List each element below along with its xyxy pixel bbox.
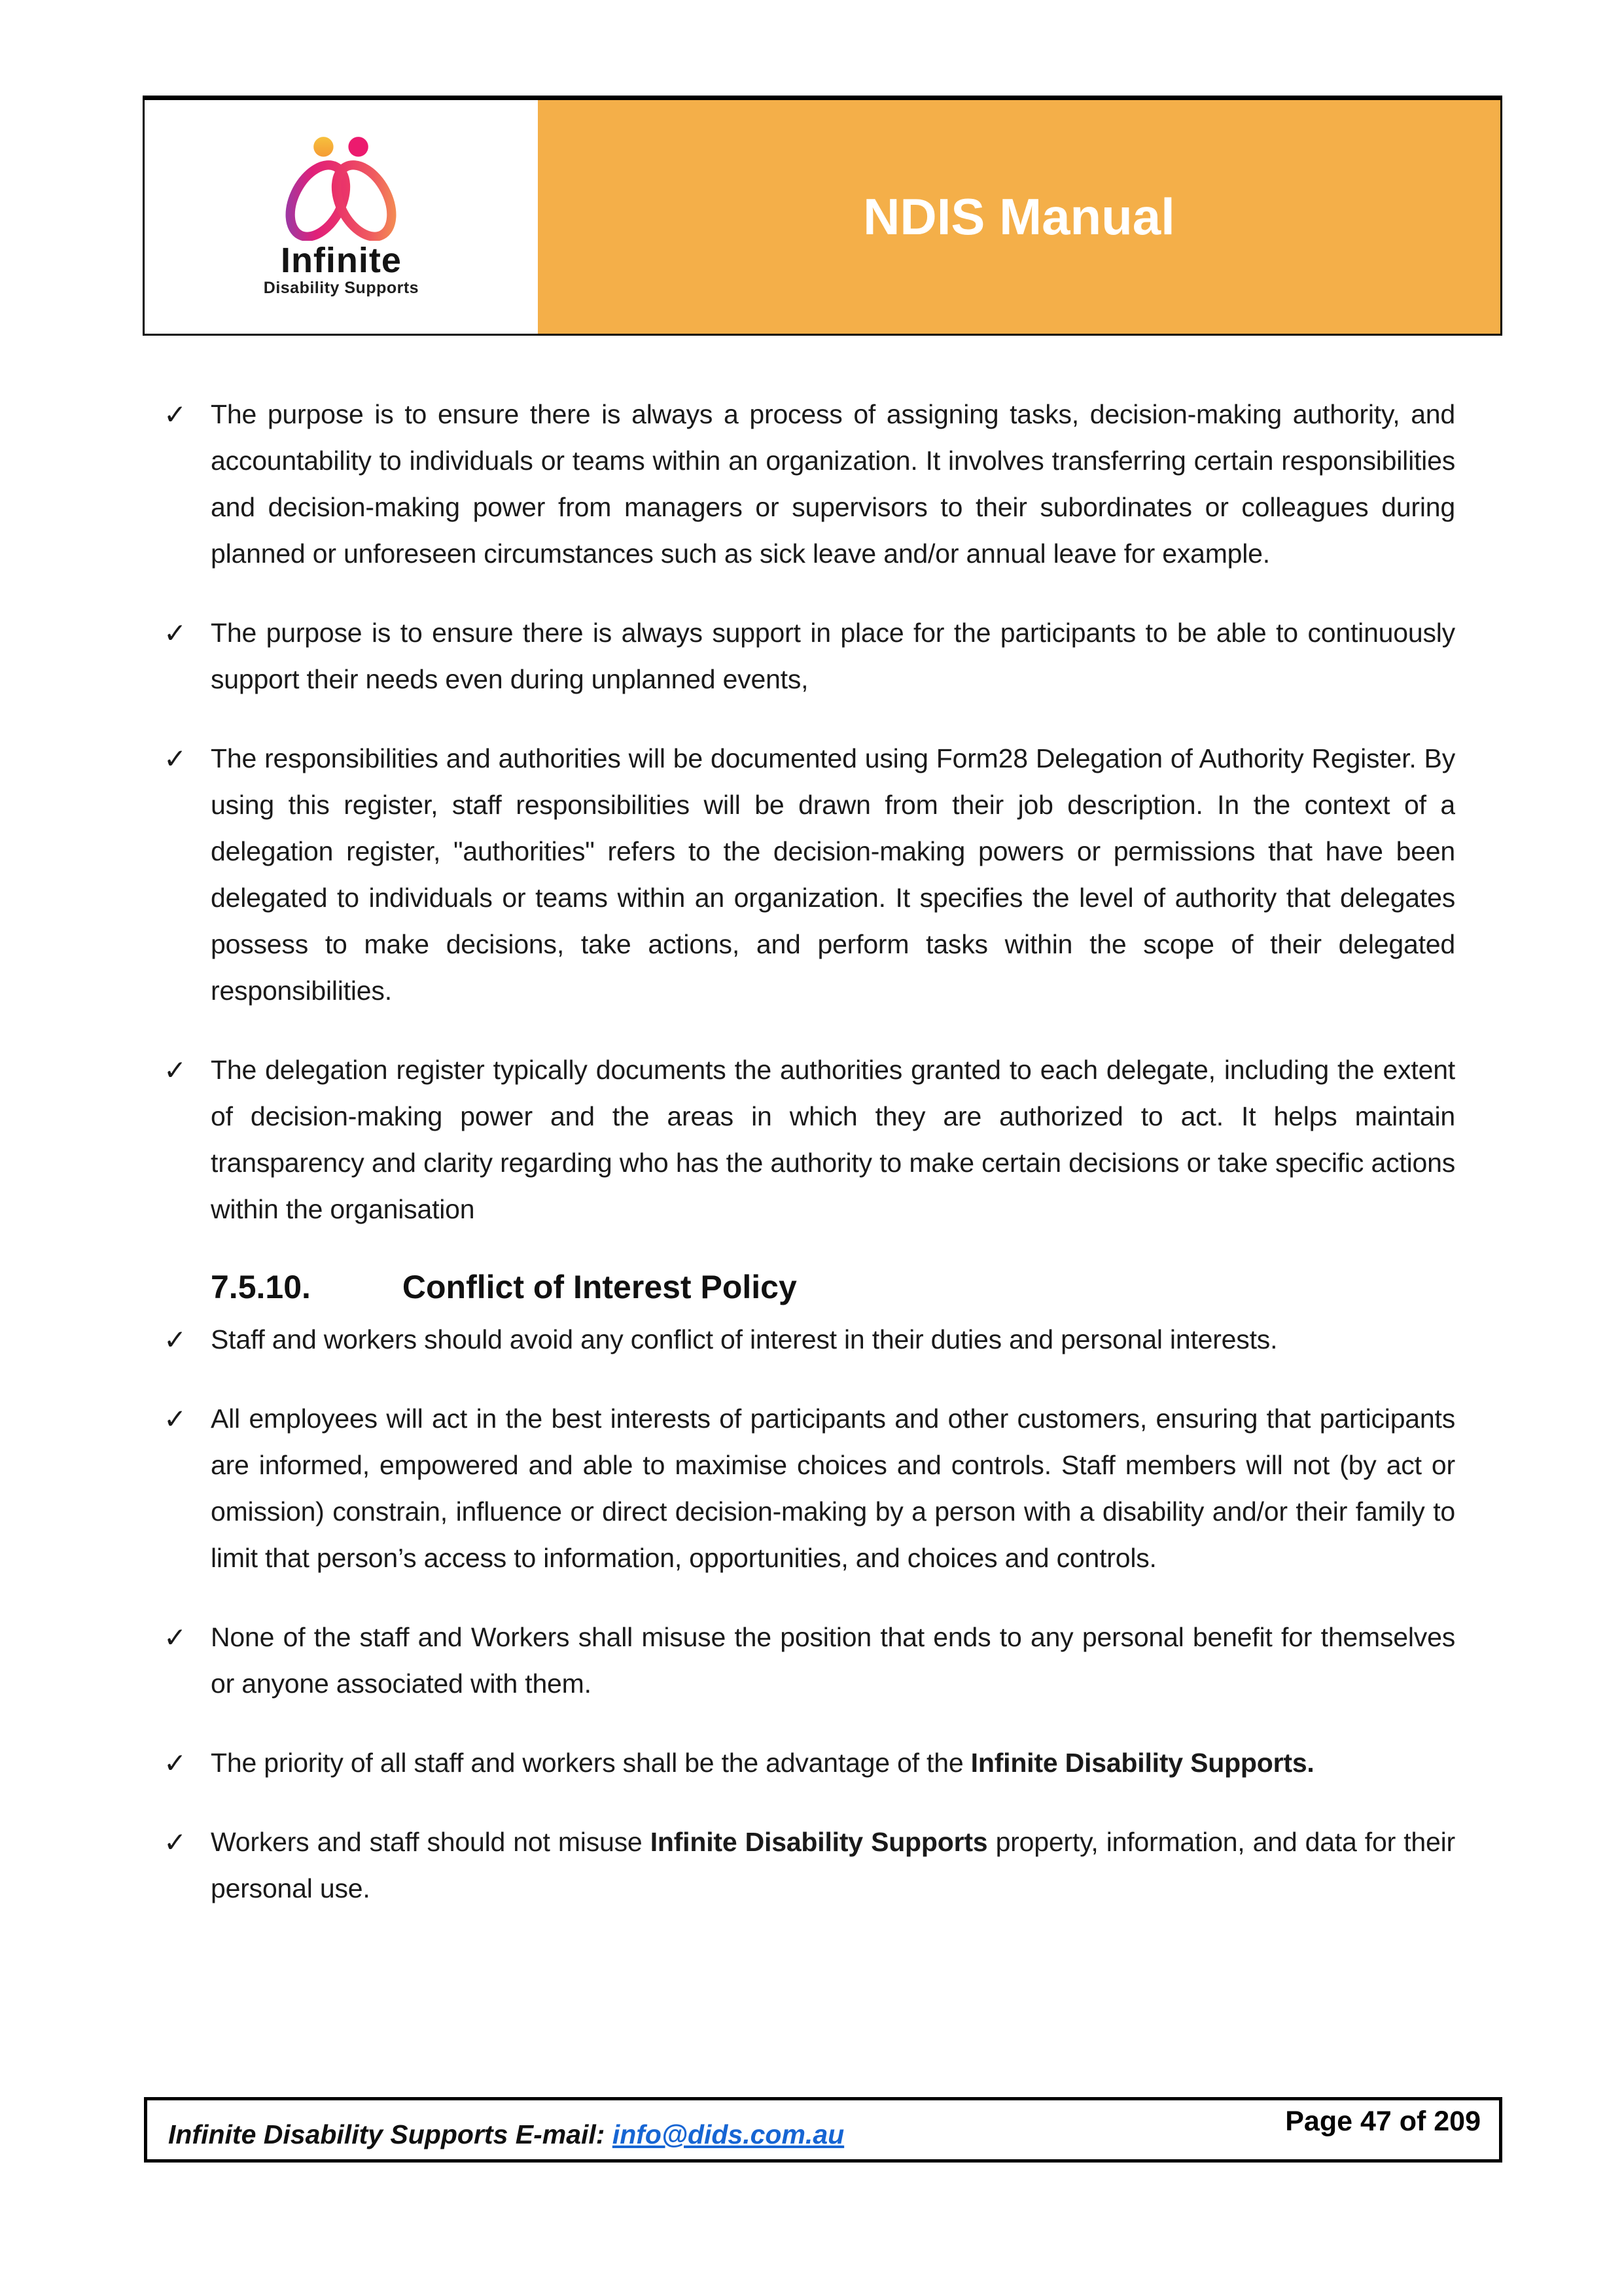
check-icon: ✓ <box>164 1748 186 1778</box>
bullet-text: Workers and staff should not misuse Infinite Disability Supports property, information, and data for their personal use. <box>211 1827 1455 1903</box>
bullet-text: The delegation register typically documents the authorities granted to each delegate, including the extent of decision-making power and the areas in which they are authorized to act. It helps maintain transparency and clarity regarding who has the authority to make certain decisions or take specific actions within the organisation <box>211 1055 1455 1224</box>
check-icon: ✓ <box>164 399 186 430</box>
title-banner <box>538 100 1500 334</box>
footer-contact <box>168 2119 844 2150</box>
section-number: 7.5.10. <box>211 1269 311 1305</box>
section-heading <box>211 1265 1455 1309</box>
check-icon: ✓ <box>164 618 186 648</box>
footer-email-link[interactable]: info@dids.com.au <box>612 2119 845 2149</box>
check-icon: ✓ <box>164 743 186 774</box>
check-icon: ✓ <box>164 1324 186 1355</box>
logo-tagline: Disability Supports <box>263 279 419 298</box>
bullet-text: None of the staff and Workers shall misuse the position that ends to any personal benefit for themselves or anyone associated with them. <box>211 1622 1455 1699</box>
check-icon: ✓ <box>164 1404 186 1434</box>
bullet-item <box>164 1819 1455 1912</box>
bullet-text: The responsibilities and authorities will be documented using Form28 Delegation of Authority Register. By using this register, staff responsibilities will be drawn from their job description. In the context of a delegation register, "authorities" refers to the decision-making powers or permissions that have been delegated to individuals or teams within an organization. It specifies the level of authority that delegates possess to make decisions, take actions, and perform tasks within the scope of their delegated responsibilities. <box>211 743 1455 1006</box>
logo-name: Infinite <box>280 240 402 280</box>
check-icon: ✓ <box>164 1622 186 1653</box>
bullet-item <box>164 1396 1455 1581</box>
bullet-text: All employees will act in the best interests of participants and other customers, ensuring that participants are informed, empowered and able to maximise choices and controls. Staff members will not (by act or omission) constrain, influence or direct decision-making by a person with a disability and/or their family to limit that person’s access to information, opportunities, and choices and controls. <box>211 1404 1455 1573</box>
bullet-item <box>164 391 1455 577</box>
bullet-text: The purpose is to ensure there is always a process of assigning tasks, decision-making authority, and accountability to individuals or teams within an organization. It involves transferring certain responsibilities and decision-making power from managers or supervisors to their subordinates or colleagues during planned or unforeseen circumstances such as sick leave and/or annual leave for example. <box>211 399 1455 569</box>
bullet-text: The purpose is to ensure there is always support in place for the participants to be able to continuously support their needs even during unplanned events, <box>211 618 1455 694</box>
footer-label: Infinite Disability Supports E-mail: <box>168 2119 612 2149</box>
bullet-item <box>164 1316 1455 1363</box>
bullet-item <box>164 735 1455 1014</box>
bullet-item <box>164 1047 1455 1233</box>
bullet-item <box>164 1740 1455 1786</box>
bullet-item <box>164 610 1455 703</box>
page-header <box>143 96 1502 336</box>
page-footer <box>144 2097 1502 2163</box>
section-title: Conflict of Interest Policy <box>402 1269 797 1305</box>
infinity-logo-icon <box>279 136 403 241</box>
page-number: Page 47 of 209 <box>1285 2106 1481 2137</box>
bullet-item <box>164 1614 1455 1707</box>
bullet-text: The priority of all staff and workers shall be the advantage of the Infinite Disability Supports. <box>211 1748 1315 1778</box>
check-icon: ✓ <box>164 1827 186 1858</box>
logo <box>145 100 538 334</box>
page-title: NDIS Manual <box>863 188 1175 245</box>
bullet-text: Staff and workers should avoid any conflict of interest in their duties and personal interests. <box>211 1324 1278 1354</box>
check-icon: ✓ <box>164 1055 186 1086</box>
content-blocks <box>164 391 1455 2073</box>
